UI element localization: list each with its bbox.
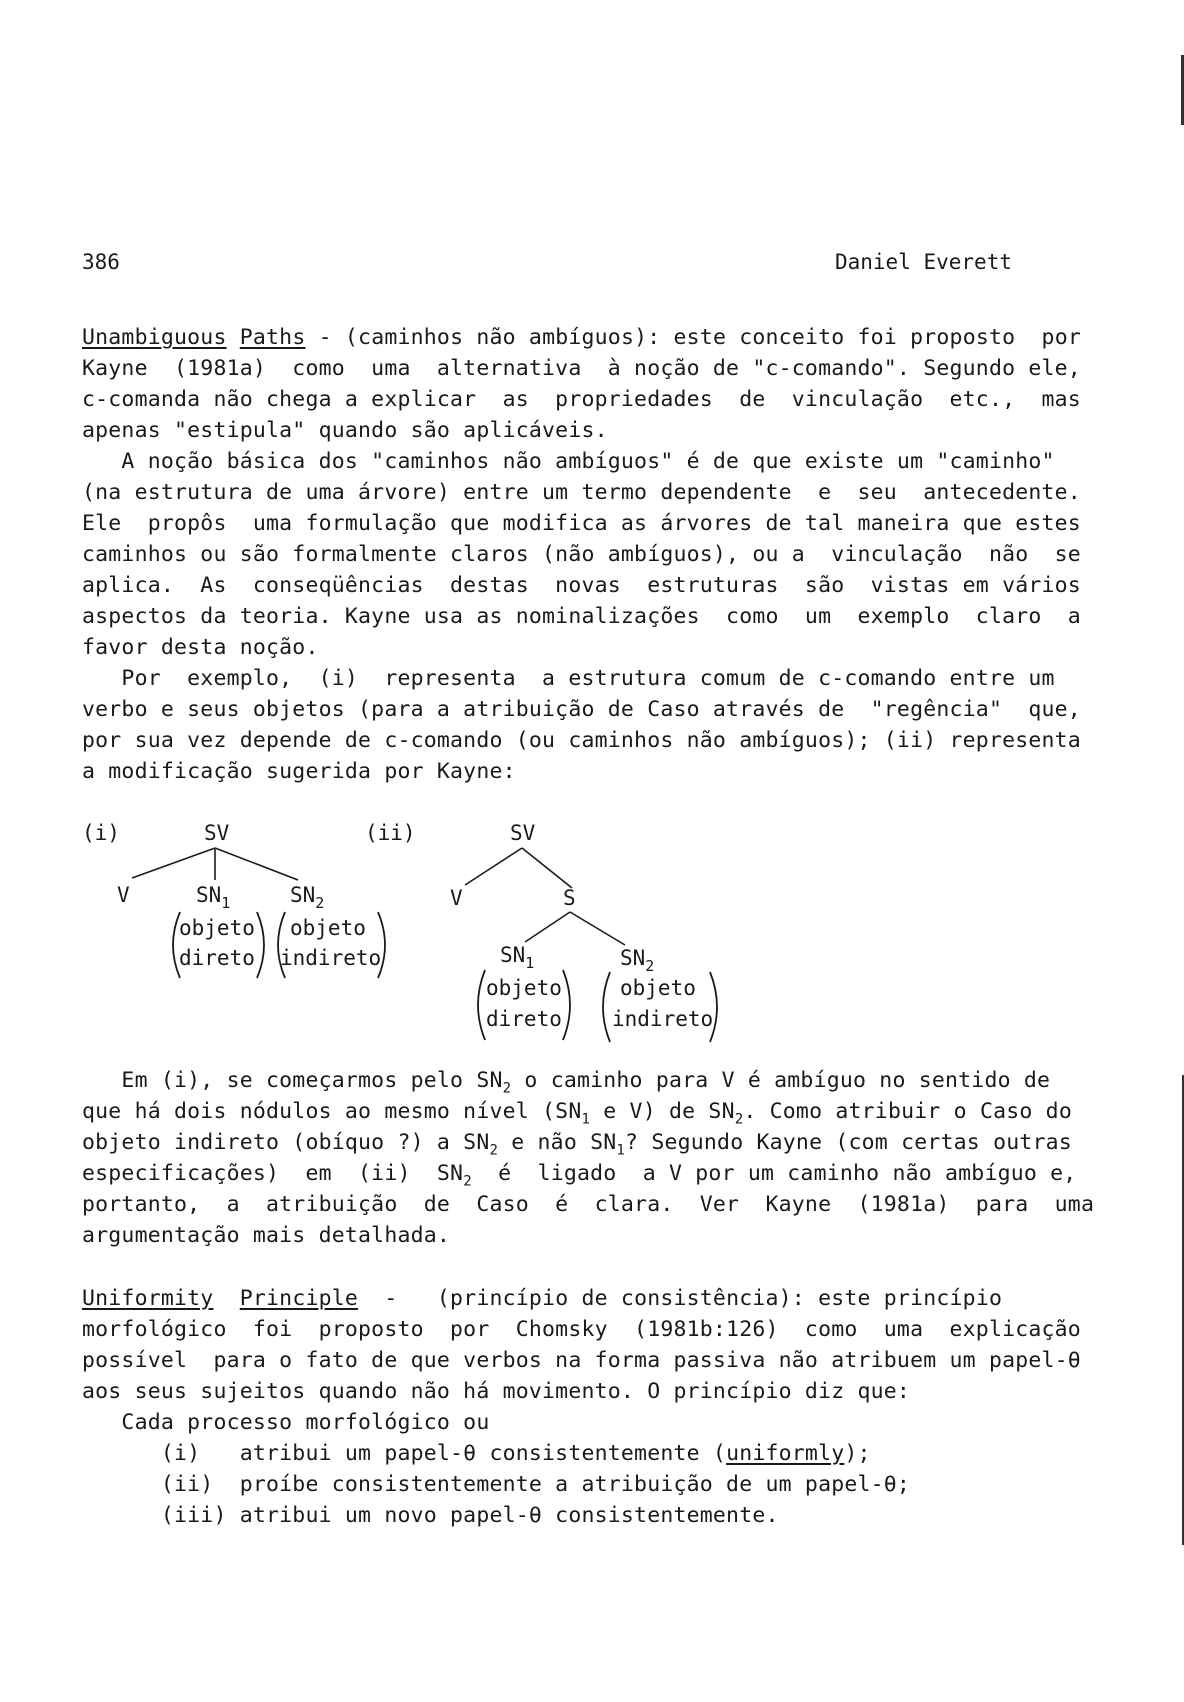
tree-i-sn2-desc-1: objeto [290,916,366,940]
text-line: apenas "estipula" quando são aplicáveis. [82,418,608,443]
tree-i-node-sn2: $SN_2$ [290,883,325,912]
tree-ii-branch-sn2 [570,912,625,945]
tree-ii-label: (ii) [365,821,416,845]
tree-i-sn2-desc-2: indireto [280,946,382,970]
tree-i-root-sv: SV [204,821,230,845]
tree-i-node-v: V [117,883,130,907]
list-item: (i) atribui um papel-θ consistentemente (uniformly); [82,1441,871,1466]
tree-ii-node-v: V [450,886,463,910]
text-line: a modificação sugerida por Kayne: [82,759,516,784]
entry-first-line [82,325,1081,350]
text-line: morfológico foi proposto por Chomsky (1981b:126) como uma explicação [82,1317,1081,1342]
tree-ii-sn1-desc-1: objeto [486,976,562,1000]
running-head-author: Daniel Everett [834,250,1012,274]
paren-right [563,970,570,1040]
text-line: aos seus sujeitos quando não há movimento. O princípio diz que: [82,1379,911,1404]
text-line: possível para o fato de que verbos na forma passiva não atribuem um papel-θ [82,1348,1081,1373]
tree-ii-branch-sn1 [525,912,570,942]
text-line: Por exemplo, (i) representa a estrutura comum de c-comando entre um [82,666,1055,691]
text-line: Ele propôs uma formulação que modifica as árvores de tal maneira que estes [82,511,1081,536]
tree-ii-node-sn2: $SN_2$ [620,946,655,975]
text-line: A noção básica dos "caminhos não ambíguos" é de que existe um "caminho" [82,449,1055,474]
text-line: caminhos ou são formalmente claros (não ambíguos), ou a vinculação não se [82,542,1081,567]
tree-i-branch-v [132,848,215,878]
tree-ii-sn2-desc-1: objeto [620,976,696,1000]
tree-ii-branch-s [522,848,572,888]
term-uniformity: Uniformity [82,1286,214,1311]
page-number: 386 [82,250,120,274]
entry-first-line: Uniformity Principle - (princípio de consistência): este princípio [82,1286,1003,1311]
list-item: (ii) proíbe consistentemente a atribuição de um papel-θ; [82,1472,911,1497]
text-line: que há dois nódulos ao mesmo nível ($SN_1$ e V) de $SN_2$. Como atribuir o Caso do [82,1099,1072,1128]
text-line: (na estrutura de uma árvore) entre um termo dependente e seu antecedente. [82,480,1081,505]
tree-ii-node-sn1: $SN_1$ [500,943,535,972]
tree-ii-node-s: S [563,886,576,910]
tree-ii-sn2-desc-2: indireto [612,1007,714,1031]
term-paths: Paths [239,325,306,350]
tree-i-node-sn1: $SN_1$ [196,883,231,912]
text-line: argumentação mais detalhada. [82,1223,451,1248]
paren-left [478,970,485,1040]
text-line: favor desta noção. [82,635,319,660]
term-uniformly: uniformly [726,1441,845,1466]
paren-left [603,972,610,1042]
text-line: c-comanda não chega a explicar as propriedades de vinculação etc., mas [82,387,1081,412]
text-line: aplica. As conseqüências destas novas estruturas são vistas em vários [82,573,1081,598]
tree-i-sn1-desc-2: direto [179,946,255,970]
text-line: objeto indireto (obíquo ?) a $SN_2$ e não $SN_1$? Segundo Kayne (com certas outras [82,1130,1072,1159]
tree-i-sn1-desc-1: objeto [179,916,255,940]
tree-i-branch-sn2 [215,848,298,880]
tree-ii-branch-v [465,848,522,885]
term-unambiguous: Unambiguous [82,325,227,350]
text-line: especificações) em (ii) $SN_2$ é ligado a V por um caminho não ambíguo e, [82,1161,1077,1190]
list-item: (iii) atribui um novo papel-θ consistentemente. [82,1503,779,1528]
text-line: portanto, a atribuição de Caso é clara. Ver Kayne (1981a) para uma [82,1192,1095,1217]
tree-i [82,821,385,978]
text-line: aspectos da teoria. Kayne usa as nominalizações como um exemplo claro a [82,604,1081,629]
term-principle: Principle [239,1286,359,1311]
tree-ii-sn1-desc-2: direto [486,1007,562,1031]
text-line: Em (i), se começarmos pelo $SN_2$ o caminho para V é ambíguo no sentido de [82,1068,1051,1097]
text-line: verbo e seus objetos (para a atribuição de Caso através de "regência" que, [82,697,1081,722]
text-line: Cada processo morfológico ou [82,1410,490,1435]
tree-ii-root-sv: SV [510,821,536,845]
paren-right [257,912,264,978]
tree-diagrams [0,800,1184,1070]
text-line: por sua vez depende de c-comando (ou caminhos não ambíguos); (ii) representa [82,728,1081,753]
tree-ii [365,821,717,1042]
text-line: Kayne (1981a) como uma alternativa à noção de "c-comando". Segundo ele, [82,356,1081,381]
text-line: - (caminhos não ambíguos): este conceito foi proposto por [305,325,1081,350]
tree-i-label: (i) [82,821,120,845]
